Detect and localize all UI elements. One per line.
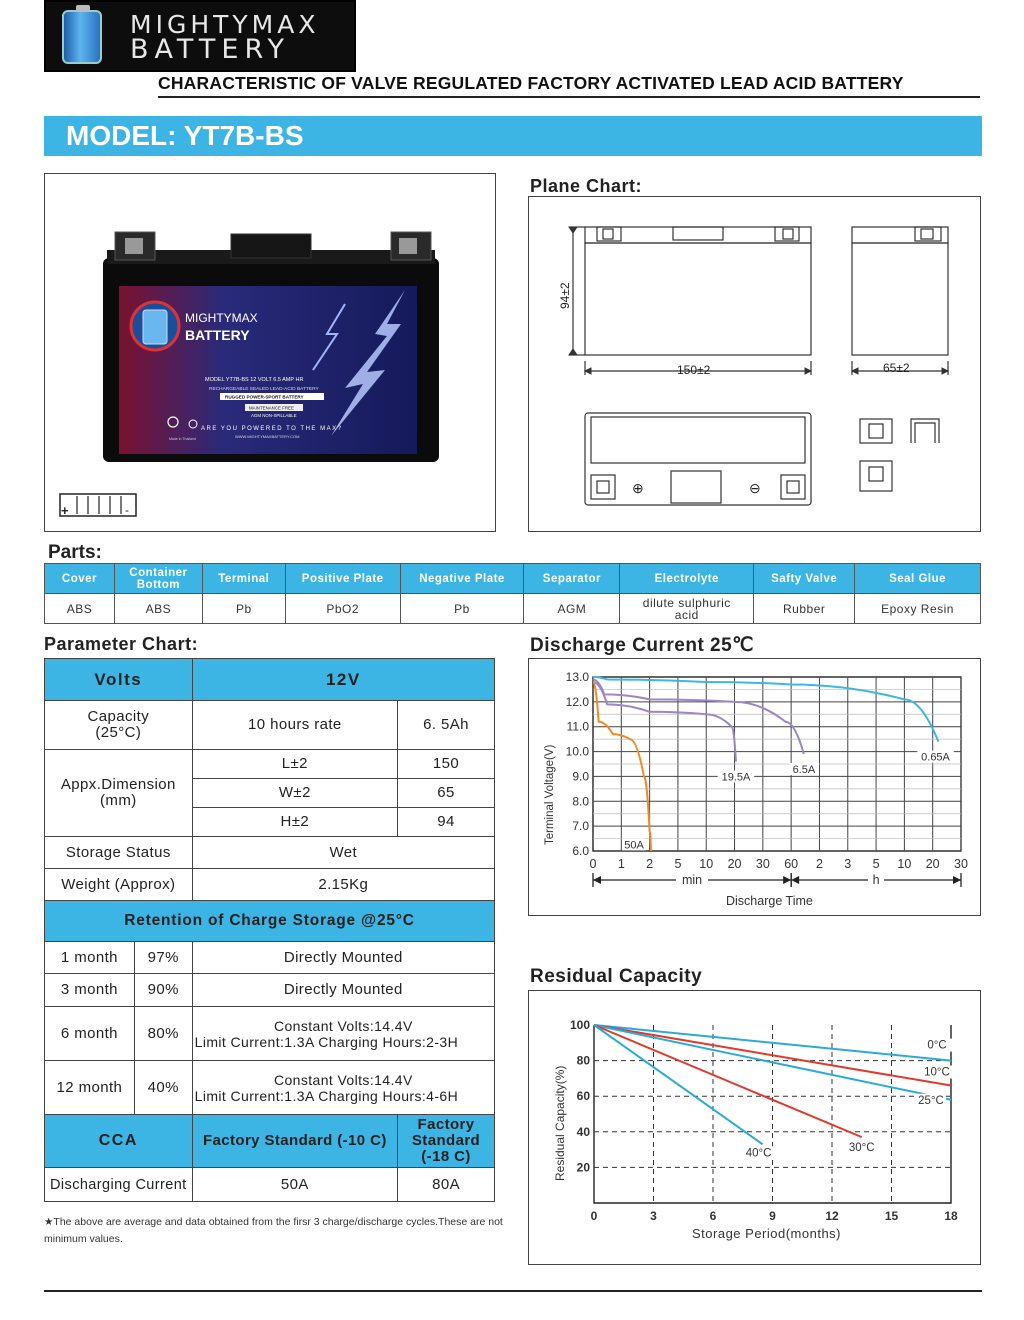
discharge-x-tick: 60: [784, 857, 799, 871]
retention-header-row: [45, 901, 495, 942]
residual-plot-frame: [594, 1025, 951, 1203]
parts-value-cell: Rubber: [754, 594, 855, 624]
volts-row: [45, 659, 495, 701]
parts-value-cell: ABS: [114, 594, 202, 624]
discharge-value-2: 80A: [398, 1168, 495, 1202]
parts-header-cell: Negative Plate: [400, 564, 524, 594]
dimension-axis: W±2: [192, 779, 397, 808]
discharge-x-tick: 30: [954, 857, 968, 871]
retention-row: [45, 974, 495, 1007]
label-agm: AGM NON-SPILLABLE: [251, 413, 297, 418]
capacity-row: [45, 701, 495, 750]
residual-series-label: 0°C: [927, 1039, 947, 1052]
parts-header-cell: Container Bottom: [114, 564, 202, 594]
volts-label: Volts: [45, 659, 193, 701]
residual-series-label: 10°C: [924, 1066, 950, 1079]
battery-photo: [45, 174, 497, 533]
retention-row: [45, 942, 495, 974]
plane-chart-title: Plane Chart:: [530, 176, 643, 196]
document-subtitle: CHARACTERISTIC OF VALVE REGULATED FACTORY ACTIVATED LEAD ACID BATTERY: [158, 73, 980, 98]
parts-title: Parts:: [48, 542, 102, 563]
dimension-axis: L±2: [192, 750, 397, 779]
discharge-y-tick: 6.0: [572, 844, 589, 858]
retention-percent: 97%: [134, 942, 192, 974]
retention-method: Directly Mounted: [192, 974, 494, 1007]
label-model: MODEL YT7B-BS 12 VOLT 6.5 AMP HR: [205, 377, 304, 383]
residual-y-tick: 80: [576, 1053, 590, 1068]
discharge-series-label: 19.5A: [721, 771, 751, 784]
parts-value-cell: Pb: [400, 594, 524, 624]
parts-header-row: [45, 564, 981, 594]
discharge-x-tick: 1: [617, 857, 625, 871]
retention-method: Directly Mounted: [192, 942, 494, 974]
retention-method: [192, 1007, 494, 1061]
cca-standard-2: Factory Standard (-18 C): [398, 1115, 495, 1168]
battery-logo-icon: [62, 10, 102, 64]
discharge-y-tick: 9.0: [572, 769, 589, 784]
residual-x-tick: 18: [944, 1209, 958, 1223]
brand-logo: [44, 0, 356, 72]
discharge-x-tick: 10: [699, 857, 714, 871]
label-rugged: RUGGED POWER-SPORT BATTERY: [225, 394, 304, 400]
plane-length-dim: 150±2: [677, 363, 711, 377]
retention-period: 6 month: [45, 1007, 135, 1061]
cca-label: CCA: [45, 1115, 193, 1168]
capacity-label: Capacity (25°C): [45, 701, 193, 750]
dimension-label: Appx.Dimension (mm): [45, 750, 193, 837]
retention-method-line1: Constant Volts:14.4V: [273, 1017, 413, 1034]
parts-header-cell: Terminal: [202, 564, 285, 594]
discharge-x-tick: 10: [897, 857, 912, 871]
discharge-series-label: 50A: [624, 839, 644, 852]
discharge-y-tick: 8.0: [572, 794, 589, 809]
dimension-value: 65: [398, 779, 495, 808]
residual-x-tick: 3: [650, 1209, 657, 1223]
model-title: MODEL: YT7B-BS: [66, 120, 304, 151]
parts-value-cell: AGM: [524, 594, 620, 624]
arrow-head-icon: [593, 876, 601, 884]
discharge-series-line: [593, 679, 804, 754]
retention-method: [192, 1061, 494, 1115]
dimension-axis: H±2: [192, 808, 397, 837]
minus-terminal-symbol: ⊖: [749, 480, 761, 496]
discharge-x-tick: 5: [872, 857, 880, 871]
discharge-label: Discharging Current: [45, 1168, 193, 1202]
discharge-unit-hour: h: [872, 873, 880, 887]
retention-method-line1: Constant Volts:14.4V: [273, 1071, 413, 1088]
weight-label: Weight (Approx): [45, 869, 193, 901]
discharge-y-tick: 11.0: [566, 719, 589, 734]
discharge-y-tick: 12.0: [565, 694, 589, 709]
discharge-x-tick: 30: [755, 857, 770, 871]
retention-percent: 90%: [134, 974, 192, 1007]
residual-x-tick: 12: [825, 1209, 839, 1223]
dimension-row: [45, 750, 495, 779]
retention-percent: 40%: [134, 1061, 192, 1115]
parts-value-cell: Epoxy Resin: [855, 594, 981, 624]
storage-row: [45, 837, 495, 869]
residual-y-tick: 40: [576, 1124, 590, 1139]
parts-value-cell: Pb: [202, 594, 285, 624]
battery-cells-icon: [60, 494, 136, 518]
model-banner: [44, 116, 982, 156]
brand-name-line1: MIGHTYMAX: [130, 10, 320, 39]
residual-y-tick: 20: [576, 1160, 590, 1175]
storage-label: Storage Status: [45, 837, 193, 869]
parts-value-cell: dilute sulphuric acid: [620, 594, 754, 624]
parameter-table: [44, 658, 495, 1202]
retention-period: 1 month: [45, 942, 135, 974]
discharge-x-tick: 20: [727, 857, 742, 871]
svg-text:+: +: [61, 503, 69, 518]
residual-x-tick: 0: [590, 1209, 598, 1223]
svg-text:-: -: [125, 503, 129, 517]
label-maint: MAINTENANCE FREE: [249, 405, 294, 411]
discharge-series-label: 6.5A: [792, 764, 816, 777]
parts-value-row: [45, 594, 981, 624]
retention-row: [45, 1007, 495, 1061]
arrow-head-icon: [791, 876, 799, 884]
discharge-y-tick: 7.0: [572, 819, 589, 834]
plus-terminal-symbol: ⊕: [632, 480, 644, 496]
residual-y-tick: 60: [576, 1089, 590, 1104]
parts-header-cell: Electrolyte: [620, 564, 754, 594]
parameter-chart-title: Parameter Chart:: [44, 634, 199, 654]
discharge-x-tick: 3: [844, 857, 852, 871]
residual-y-label: Residual Capacity(%): [553, 1065, 567, 1181]
parts-header-cell: Separator: [524, 564, 620, 594]
discharge-x-tick: 2: [646, 857, 654, 871]
discharge-y-tick: 10.0: [565, 744, 589, 759]
discharge-x-tick: 2: [815, 857, 823, 871]
discharge-chart: [529, 659, 982, 917]
label-slogan: ARE YOU POWERED TO THE MAX?: [201, 426, 343, 432]
storage-value: Wet: [192, 837, 494, 869]
arrow-head-icon: [953, 876, 961, 884]
retention-period: 3 month: [45, 974, 135, 1007]
dimension-value: 150: [398, 750, 495, 779]
retention-method-line2: Limit Current:1.3A Charging Hours:2-3H: [194, 1033, 459, 1050]
discharge-y-tick: 13.0: [565, 670, 589, 684]
discharge-series-label: 0.65A: [921, 751, 950, 764]
label-url: WWW.MIGHTYMAXBATTERY.COM: [235, 434, 300, 439]
discharge-row: [45, 1168, 495, 1202]
volts-value: 12V: [192, 659, 494, 701]
cca-standard-1: Factory Standard (-10 C): [192, 1115, 397, 1168]
discharge-y-label: Terminal Voltage(V): [544, 744, 556, 845]
residual-series-label: 25°C: [918, 1094, 944, 1107]
retention-period: 12 month: [45, 1061, 135, 1115]
cca-row: [45, 1115, 495, 1168]
battery-photo-panel: [44, 173, 496, 532]
discharge-x-tick: 20: [925, 857, 940, 871]
footer-divider: [44, 1290, 982, 1292]
capacity-value: 6. 5Ah: [398, 701, 495, 750]
parts-value-cell: ABS: [45, 594, 115, 624]
plane-width-dim: 65±2: [883, 361, 910, 375]
parts-table: [44, 563, 981, 624]
plane-height-dim: 94±2: [558, 282, 572, 309]
discharge-unit-min: min: [681, 873, 703, 887]
discharge-x-label: Discharge Time: [726, 894, 813, 908]
discharge-chart-title: Discharge Current 25℃: [530, 635, 755, 656]
residual-x-tick: 6: [709, 1209, 717, 1223]
footnote: ★The above are average and data obtained from the firsr 3 charge/discharge cycles.These are not minimum values.: [44, 1216, 503, 1245]
discharge-value-1: 50A: [192, 1168, 397, 1202]
residual-y-tick: 100: [569, 1018, 590, 1032]
discharge-x-tick: 0: [589, 857, 597, 871]
retention-percent: 80%: [134, 1007, 192, 1061]
residual-x-tick: 15: [884, 1209, 899, 1223]
retention-header: Retention of Charge Storage @25°C: [45, 901, 495, 942]
plane-chart-drawing: [529, 197, 982, 533]
label-type: RECHARGEABLE SEALED LEAD-ACID BATTERY: [209, 387, 319, 392]
residual-chart: [529, 991, 982, 1266]
dimension-value: 94: [398, 808, 495, 837]
retention-row: [45, 1061, 495, 1115]
retention-method-line2: Limit Current:1.3A Charging Hours:4-6H: [194, 1087, 459, 1104]
plane-chart-panel: [528, 196, 981, 532]
weight-value: 2.15Kg: [192, 869, 494, 901]
residual-series-label: 40°C: [745, 1147, 772, 1160]
parts-header-cell: Positive Plate: [285, 564, 400, 594]
parts-header-cell: Seal Glue: [855, 564, 981, 594]
residual-x-tick: 9: [769, 1209, 776, 1223]
residual-chart-panel: [528, 990, 981, 1265]
residual-chart-title: Residual Capacity: [530, 966, 703, 987]
parts-header-cell: Safty Valve: [754, 564, 855, 594]
capacity-rate: 10 hours rate: [192, 701, 397, 750]
arrow-head-icon: [783, 876, 791, 884]
parts-value-cell: PbO2: [285, 594, 400, 624]
residual-series-label: 30°C: [848, 1142, 875, 1155]
label-made-in: Made in Thailand: [169, 437, 196, 441]
label-brand-line1: MIGHTYMAX: [185, 311, 258, 325]
residual-x-label: Storage Period(months): [692, 1226, 842, 1241]
parts-header-cell: Cover: [45, 564, 115, 594]
brand-name-line2: BATTERY: [130, 34, 290, 65]
discharge-x-tick: 5: [674, 857, 682, 871]
discharge-chart-panel: [528, 658, 981, 916]
weight-row: [45, 869, 495, 901]
label-brand-line2: BATTERY: [185, 327, 250, 343]
